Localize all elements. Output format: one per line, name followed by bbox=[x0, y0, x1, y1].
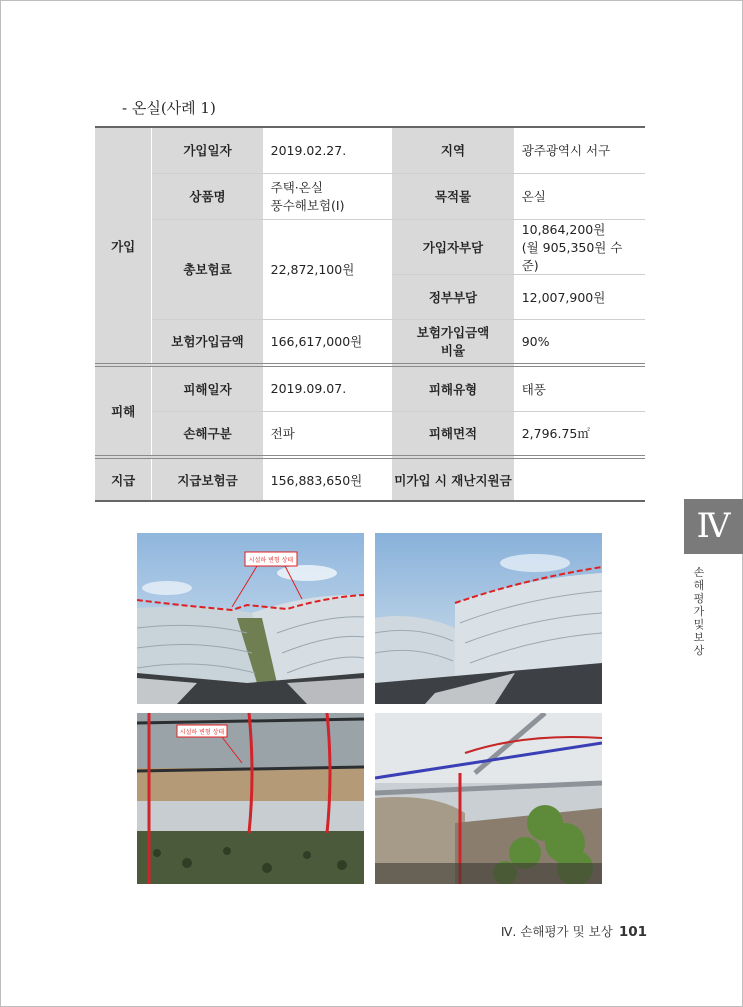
payment-amount-value: 156,883,650원 bbox=[263, 457, 393, 501]
premium-value: 22,872,100원 bbox=[263, 219, 393, 319]
chapter-tab: Ⅳ bbox=[684, 499, 743, 554]
product-value bbox=[263, 173, 393, 219]
damage-area-value: 2,796.75㎡ bbox=[514, 411, 645, 457]
relief-value bbox=[514, 457, 645, 501]
subscriber-label: 가입자부담 bbox=[392, 219, 513, 274]
section-heading: - 온실(사례 1) bbox=[122, 99, 216, 117]
subscriber-value bbox=[514, 219, 645, 274]
ratio-label-line1: 보험가입금액 bbox=[416, 325, 490, 341]
chapter-side-title: 손해평가 및 보상 bbox=[693, 566, 705, 657]
page-number: 101 bbox=[618, 924, 647, 940]
damage-date-value: 2019.09.07. bbox=[263, 365, 393, 411]
damage-type-value: 태풍 bbox=[514, 365, 645, 411]
amount-label: 보험가입금액 bbox=[152, 319, 263, 365]
product-value-line2: 풍수해보험(Ⅰ) bbox=[270, 198, 345, 213]
damage-type-label: 피해유형 bbox=[392, 365, 513, 411]
page-footer bbox=[501, 922, 647, 940]
subscriber-value-line2: (월 905,350원 수준) bbox=[521, 239, 623, 273]
ratio-label bbox=[392, 319, 513, 365]
payment-amount-label: 지급보험금 bbox=[152, 457, 263, 501]
photo-greenhouse-exterior-2 bbox=[375, 533, 602, 704]
gov-value: 12,007,900원 bbox=[514, 274, 645, 319]
loss-value: 전파 bbox=[263, 411, 393, 457]
join-date-label: 가입일자 bbox=[152, 127, 263, 173]
group-join: 가입 bbox=[95, 127, 152, 365]
footer-chapter-title: Ⅳ. 손해평가 및 보상 bbox=[500, 924, 613, 939]
photo-greenhouse-interior-2 bbox=[375, 713, 602, 884]
premium-label: 총보험료 bbox=[152, 219, 263, 319]
group-payment: 지급 bbox=[95, 457, 152, 501]
gov-label: 정부부담 bbox=[392, 274, 513, 319]
join-date-value: 2019.02.27. bbox=[263, 127, 393, 173]
amount-value: 166,617,000원 bbox=[263, 319, 393, 365]
photo-greenhouse-interior-1 bbox=[137, 713, 364, 884]
case-table bbox=[95, 126, 645, 502]
region-value: 광주광역시 서구 bbox=[514, 127, 645, 173]
group-damage: 피해 bbox=[95, 365, 152, 457]
subscriber-value-line1: 10,864,200원 bbox=[521, 221, 606, 237]
ratio-label-line2: 비율 bbox=[440, 343, 466, 359]
product-value-line1: 주택·온실 bbox=[270, 180, 323, 195]
object-label: 목적물 bbox=[392, 173, 513, 219]
ratio-value: 90% bbox=[514, 319, 645, 365]
product-label: 상품명 bbox=[152, 173, 263, 219]
loss-label: 손해구분 bbox=[152, 411, 263, 457]
photo1-callout: 시설하 변형 상태 bbox=[248, 557, 294, 564]
relief-label: 미가입 시 재난지원금 bbox=[392, 457, 513, 501]
region-label: 지역 bbox=[392, 127, 513, 173]
damage-area-label: 피해면적 bbox=[392, 411, 513, 457]
damage-date-label: 피해일자 bbox=[152, 365, 263, 411]
photo-greenhouse-exterior-1 bbox=[137, 533, 364, 704]
photo3-callout: 시설하 변형 상태 bbox=[179, 729, 225, 736]
object-value: 온실 bbox=[514, 173, 645, 219]
